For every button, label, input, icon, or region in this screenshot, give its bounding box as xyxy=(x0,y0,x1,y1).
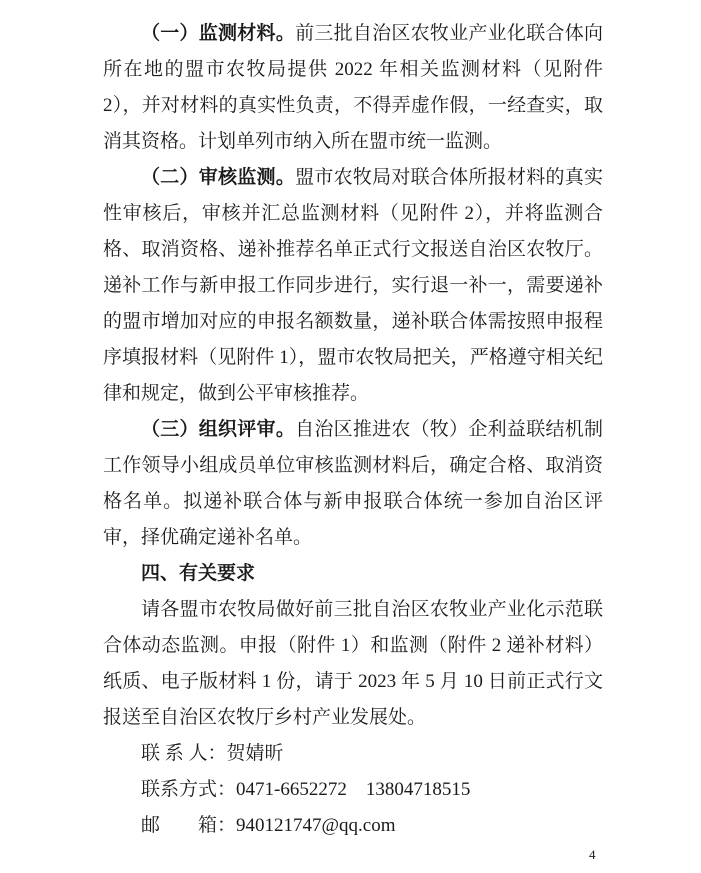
paragraph-review-monitoring-lead: （二）审核监测。 xyxy=(141,167,296,188)
paragraph-review-monitoring xyxy=(103,160,603,412)
contact-email-line xyxy=(103,808,603,844)
contact-email-label: 邮 箱： xyxy=(141,815,237,836)
document-body xyxy=(103,16,603,844)
paragraph-organize-evaluation xyxy=(103,412,603,556)
section-heading-requirements: 四、有关要求 xyxy=(141,563,256,584)
paragraph-organize-evaluation-text: 自治区推进农（牧）企利益联结机制工作领导小组成员单位审核监测材料后，确定合格、取消资格名单。拟递补联合体与新申报联合体统一参加自治区评审，择优确定递补名单。 xyxy=(103,419,603,548)
paragraph-monitoring-materials-text: 前三批自治区农牧业产业化联合体向所在地的盟市农牧局提供 2022 年相关监测材料（见附件 2），并对材料的真实性负责，不得弄虚作假，一经查实，取消其资格。计划单列市纳入所在盟市统一监测。 xyxy=(103,23,603,152)
paragraph-monitoring-materials xyxy=(103,16,603,160)
paragraph-requirements-text: 请各盟市农牧局做好前三批自治区农牧业产业化示范联合体动态监测。申报（附件 1）和监测（附件 2 递补材料）纸质、电子版材料 1 份，请于 2023 年 5 月 10 日前正式行文报送至自治区农牧厅乡村产业发展处。 xyxy=(103,599,603,728)
page-number: 4 xyxy=(589,847,596,862)
contact-person-label: 联 系 人： xyxy=(141,743,227,764)
contact-person-value: 贺婧昕 xyxy=(226,743,284,764)
contact-phone-label: 联系方式： xyxy=(141,779,237,800)
paragraph-monitoring-materials-lead: （一）监测材料。 xyxy=(141,23,296,44)
contact-phone-value: 0471-6652272 13804718515 xyxy=(236,779,471,800)
paragraph-review-monitoring-text: 盟市农牧局对联合体所报材料的真实性审核后，审核并汇总监测材料（见附件 2），并将监测合格、取消资格、递补推荐名单正式行文报送自治区农牧厅。递补工作与新申报工作同步进行，实行退一补一，需要递补的盟市增加对应的申报名额数量，递补联合体需按照申报程序填报材料（见附件 1），盟市农牧局把关，严格遵守相关纪律和规定，做到公平审核推荐。 xyxy=(103,167,603,404)
contact-phone-line xyxy=(103,772,603,808)
paragraph-organize-evaluation-lead: （三）组织评审。 xyxy=(141,419,296,440)
paragraph-requirements xyxy=(103,592,603,736)
contact-email-value: 940121747@qq.com xyxy=(236,815,396,836)
contact-person-line xyxy=(103,736,603,772)
